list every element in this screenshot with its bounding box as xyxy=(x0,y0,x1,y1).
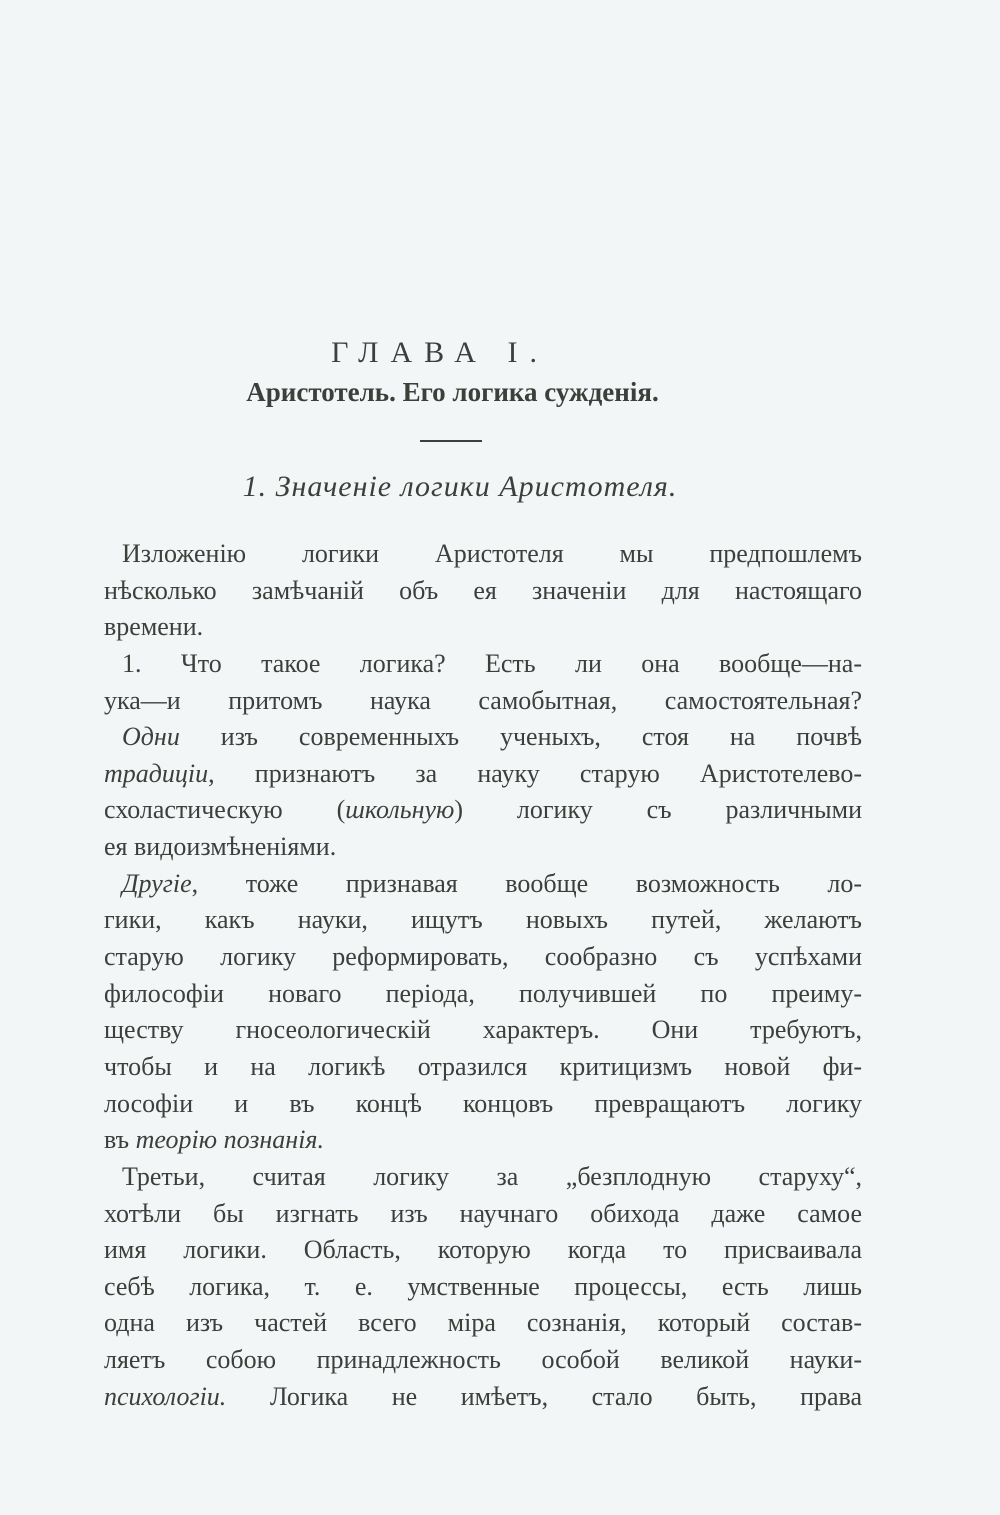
text-line xyxy=(104,976,862,1013)
text-segment: старую логику реформировать, сообразно съ успѣхами xyxy=(104,942,862,972)
text-segment: времени. xyxy=(104,612,204,642)
text-segment: ея видоизмѣненіями. xyxy=(104,832,337,862)
italic-text: Одни xyxy=(122,722,180,752)
text-line xyxy=(104,573,862,610)
text-line xyxy=(104,1379,862,1416)
text-segment: изъ современныхъ ученыхъ, стоя на почвѣ xyxy=(179,722,862,752)
text-line xyxy=(104,829,862,866)
text-line xyxy=(104,866,862,903)
section-title: 1. Значеніе логики Аристотеля. xyxy=(242,470,678,503)
italic-text: школьную xyxy=(345,795,455,825)
text-line xyxy=(104,1196,862,1233)
text-segment: ляетъ собою принадлежность особой великой науки- xyxy=(104,1345,862,1375)
text-line xyxy=(104,792,862,829)
italic-text: Другіе xyxy=(122,868,192,898)
text-segment: схоластическую ( xyxy=(104,795,346,825)
text-line xyxy=(104,756,862,793)
text-segment: въ xyxy=(104,1125,136,1155)
text-line xyxy=(104,902,862,939)
italic-text: традиціи xyxy=(104,758,209,788)
text-line xyxy=(104,1269,862,1306)
divider-rule xyxy=(420,440,482,442)
text-segment: , признаютъ за науку старую Аристотелево- xyxy=(208,758,862,788)
text-segment: себѣ логика, т. е. умственные процессы, есть лишь xyxy=(104,1271,862,1301)
italic-text: психологіи. xyxy=(104,1381,227,1411)
text-line xyxy=(104,1305,862,1342)
text-segment: 1. Что такое логика? Есть ли она вообще—на- xyxy=(122,648,862,678)
text-segment: философіи новаго періода, получившей по преиму- xyxy=(104,978,862,1008)
text-line xyxy=(104,719,862,756)
text-line xyxy=(104,683,862,720)
text-line xyxy=(104,646,862,683)
text-segment: гики, какъ науки, ищутъ новыхъ путей, желаютъ xyxy=(104,905,862,935)
text-line xyxy=(104,1342,862,1379)
text-segment: лософіи и въ концѣ концовъ превращаютъ логику xyxy=(104,1088,862,1118)
italic-text: теорію познанія. xyxy=(135,1125,325,1155)
text-line xyxy=(104,1086,862,1123)
text-segment: одна изъ частей всего міра сознанія, который состав- xyxy=(104,1308,862,1338)
text-segment: хотѣли бы изгнать изъ научнаго обихода даже самое xyxy=(104,1198,862,1228)
text-line xyxy=(104,939,862,976)
text-line xyxy=(104,536,862,573)
text-line xyxy=(104,1232,862,1269)
text-line xyxy=(104,1122,862,1159)
text-segment: Логика не имѣетъ, стало быть, права xyxy=(226,1381,862,1411)
text-segment: ) логику съ различными xyxy=(454,795,862,825)
text-segment: имя логики. Область, которую когда то присваивала xyxy=(104,1235,862,1265)
chapter-heading: ГЛАВА I. xyxy=(331,336,549,369)
text-segment: , тоже признавая вообще возможность ло- xyxy=(191,868,862,898)
text-segment: нѣсколько замѣчаній объ ея значеніи для настоящаго xyxy=(104,575,862,605)
text-line xyxy=(104,1012,862,1049)
chapter-subtitle: Аристотель. Его логика сужденія. xyxy=(246,377,659,407)
text-line xyxy=(104,1049,862,1086)
text-segment: Изложенію логики Аристотеля мы предпошлемъ xyxy=(122,539,862,568)
text-segment: ществу гносеологическій характеръ. Они требуютъ, xyxy=(104,1015,862,1045)
text-line xyxy=(104,609,862,646)
body-text xyxy=(104,536,862,1415)
text-segment: Третьи, считая логику за „безплодную старуху“, xyxy=(122,1161,862,1191)
text-segment: чтобы и на логикѣ отразился критицизмъ новой фи- xyxy=(104,1051,862,1081)
text-segment: ука—и притомъ наука самобытная, самостоятельная? xyxy=(104,685,862,715)
text-line xyxy=(104,1159,862,1196)
